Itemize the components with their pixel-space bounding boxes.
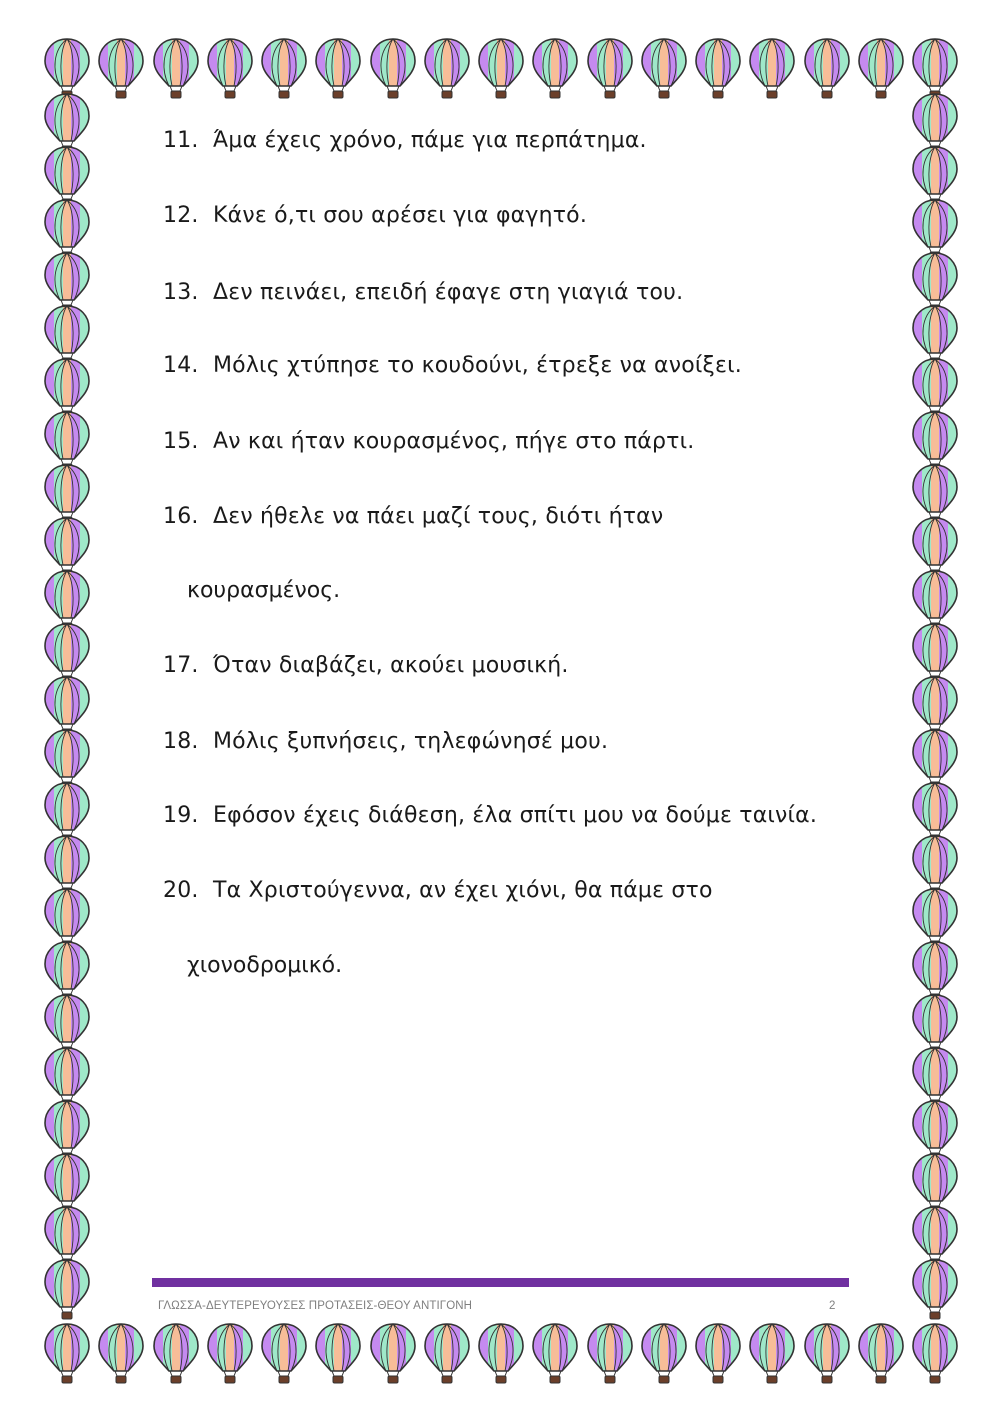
hot-air-balloon-icon (912, 1323, 958, 1383)
hot-air-balloon-icon (804, 38, 850, 98)
hot-air-balloon-icon (912, 782, 958, 842)
hot-air-balloon-icon (44, 1153, 90, 1213)
hot-air-balloon-icon (804, 1323, 850, 1383)
hot-air-balloon-icon (44, 1100, 90, 1160)
sentence-number: 20. (163, 878, 199, 903)
hot-air-balloon-icon (912, 38, 958, 98)
hot-air-balloon-icon (44, 411, 90, 471)
hot-air-balloon-icon (44, 623, 90, 683)
hot-air-balloon-icon (207, 38, 253, 98)
hot-air-balloon-icon (370, 38, 416, 98)
sentence-item (163, 651, 569, 681)
hot-air-balloon-icon (912, 411, 958, 471)
sentence-text: Κάνε ό,τι σου αρέσει για φαγητό. (213, 203, 588, 228)
sentence-item (163, 876, 713, 906)
hot-air-balloon-icon (912, 676, 958, 736)
hot-air-balloon-icon (44, 835, 90, 895)
hot-air-balloon-icon (98, 38, 144, 98)
sentence-text: Όταν διαβάζει, ακούει μουσική. (213, 653, 569, 678)
hot-air-balloon-icon (641, 1323, 687, 1383)
hot-air-balloon-icon (44, 676, 90, 736)
sentence-continuation: κουρασμένος. (187, 578, 341, 603)
sentence-number: 15. (163, 429, 199, 454)
sentence-item (163, 351, 742, 381)
sentence-continuation: χιονοδρομικό. (187, 953, 343, 978)
footer-title: ΓΛΩΣΣΑ-ΔΕΥΤΕΡΕΥΟΥΣΕΣ ΠΡΟΤΑΣΕΙΣ-ΘΕΟΥ ΑΝΤΙΓΟΝΗ (158, 1300, 473, 1312)
hot-air-balloon-icon (912, 835, 958, 895)
hot-air-balloon-icon (44, 1259, 90, 1319)
sentence-item (163, 502, 663, 532)
hot-air-balloon-icon (858, 38, 904, 98)
sentence-item (163, 126, 647, 156)
hot-air-balloon-icon (641, 38, 687, 98)
sentence-item (163, 201, 587, 231)
hot-air-balloon-icon (44, 888, 90, 948)
hot-air-balloon-icon (44, 93, 90, 153)
hot-air-balloon-icon (44, 464, 90, 524)
hot-air-balloon-icon (858, 1323, 904, 1383)
hot-air-balloon-icon (912, 941, 958, 1001)
hot-air-balloon-icon (44, 782, 90, 842)
sentence-text: Εφόσον έχεις διάθεση, έλα σπίτι μου να δούμε ταινία. (213, 803, 818, 828)
sentence-text: Μόλις ξυπνήσεις, τηλεφώνησέ μου. (213, 729, 609, 754)
sentence-item (163, 727, 608, 757)
footer-rule (152, 1278, 849, 1287)
hot-air-balloon-icon (44, 1323, 90, 1383)
hot-air-balloon-icon (207, 1323, 253, 1383)
hot-air-balloon-icon (912, 1100, 958, 1160)
hot-air-balloon-icon (912, 1047, 958, 1107)
hot-air-balloon-icon (532, 38, 578, 98)
hot-air-balloon-icon (315, 38, 361, 98)
hot-air-balloon-icon (478, 1323, 524, 1383)
hot-air-balloon-icon (912, 305, 958, 365)
hot-air-balloon-icon (370, 1323, 416, 1383)
hot-air-balloon-icon (44, 517, 90, 577)
sentence-text: Αν και ήταν κουρασμένος, πήγε στο πάρτι. (213, 429, 695, 454)
hot-air-balloon-icon (44, 38, 90, 98)
hot-air-balloon-icon (749, 1323, 795, 1383)
hot-air-balloon-icon (912, 888, 958, 948)
hot-air-balloon-icon (261, 1323, 307, 1383)
sentence-number: 17. (163, 653, 199, 678)
hot-air-balloon-icon (912, 1206, 958, 1266)
hot-air-balloon-icon (587, 38, 633, 98)
hot-air-balloon-icon (44, 305, 90, 365)
hot-air-balloon-icon (912, 517, 958, 577)
hot-air-balloon-icon (153, 38, 199, 98)
hot-air-balloon-icon (44, 941, 90, 1001)
hot-air-balloon-icon (315, 1323, 361, 1383)
hot-air-balloon-icon (695, 1323, 741, 1383)
hot-air-balloon-icon (912, 1153, 958, 1213)
sentence-item (163, 801, 817, 831)
sentence-text: Μόλις χτύπησε το κουδούνι, έτρεξε να ανοίξει. (213, 353, 742, 378)
hot-air-balloon-icon (153, 1323, 199, 1383)
sentence-item (163, 427, 694, 457)
hot-air-balloon-icon (912, 464, 958, 524)
hot-air-balloon-icon (912, 570, 958, 630)
hot-air-balloon-icon (912, 994, 958, 1054)
hot-air-balloon-icon (44, 1047, 90, 1107)
sentence-number: 14. (163, 353, 199, 378)
sentence-number: 19. (163, 803, 199, 828)
hot-air-balloon-icon (44, 994, 90, 1054)
sentence-number: 18. (163, 729, 199, 754)
hot-air-balloon-icon (424, 1323, 470, 1383)
hot-air-balloon-icon (44, 252, 90, 312)
hot-air-balloon-icon (44, 358, 90, 418)
sentence-item (163, 278, 683, 308)
sentence-number: 12. (163, 203, 199, 228)
sentence-text: Δεν ήθελε να πάει μαζί τους, διότι ήταν (213, 504, 664, 529)
hot-air-balloon-icon (44, 199, 90, 259)
hot-air-balloon-icon (912, 199, 958, 259)
hot-air-balloon-icon (587, 1323, 633, 1383)
hot-air-balloon-icon (912, 1259, 958, 1319)
hot-air-balloon-icon (695, 38, 741, 98)
hot-air-balloon-icon (98, 1323, 144, 1383)
sentence-text: Τα Χριστούγεννα, αν έχει χιόνι, θα πάμε στο (213, 878, 713, 903)
hot-air-balloon-icon (424, 38, 470, 98)
sentence-number: 16. (163, 504, 199, 529)
hot-air-balloon-icon (261, 38, 307, 98)
page-number: 2 (829, 1300, 836, 1312)
hot-air-balloon-icon (44, 1206, 90, 1266)
hot-air-balloon-icon (912, 93, 958, 153)
hot-air-balloon-icon (912, 729, 958, 789)
hot-air-balloon-icon (912, 146, 958, 206)
hot-air-balloon-icon (44, 570, 90, 630)
hot-air-balloon-icon (912, 623, 958, 683)
sentence-number: 11. (163, 128, 199, 153)
hot-air-balloon-icon (44, 729, 90, 789)
hot-air-balloon-icon (532, 1323, 578, 1383)
hot-air-balloon-icon (749, 38, 795, 98)
hot-air-balloon-icon (44, 146, 90, 206)
hot-air-balloon-icon (912, 358, 958, 418)
sentence-number: 13. (163, 280, 199, 305)
hot-air-balloon-icon (478, 38, 524, 98)
sentence-text: Δεν πεινάει, επειδή έφαγε στη γιαγιά του. (213, 280, 684, 305)
hot-air-balloon-icon (912, 252, 958, 312)
sentence-text: Άμα έχεις χρόνο, πάμε για περπάτημα. (213, 128, 647, 153)
